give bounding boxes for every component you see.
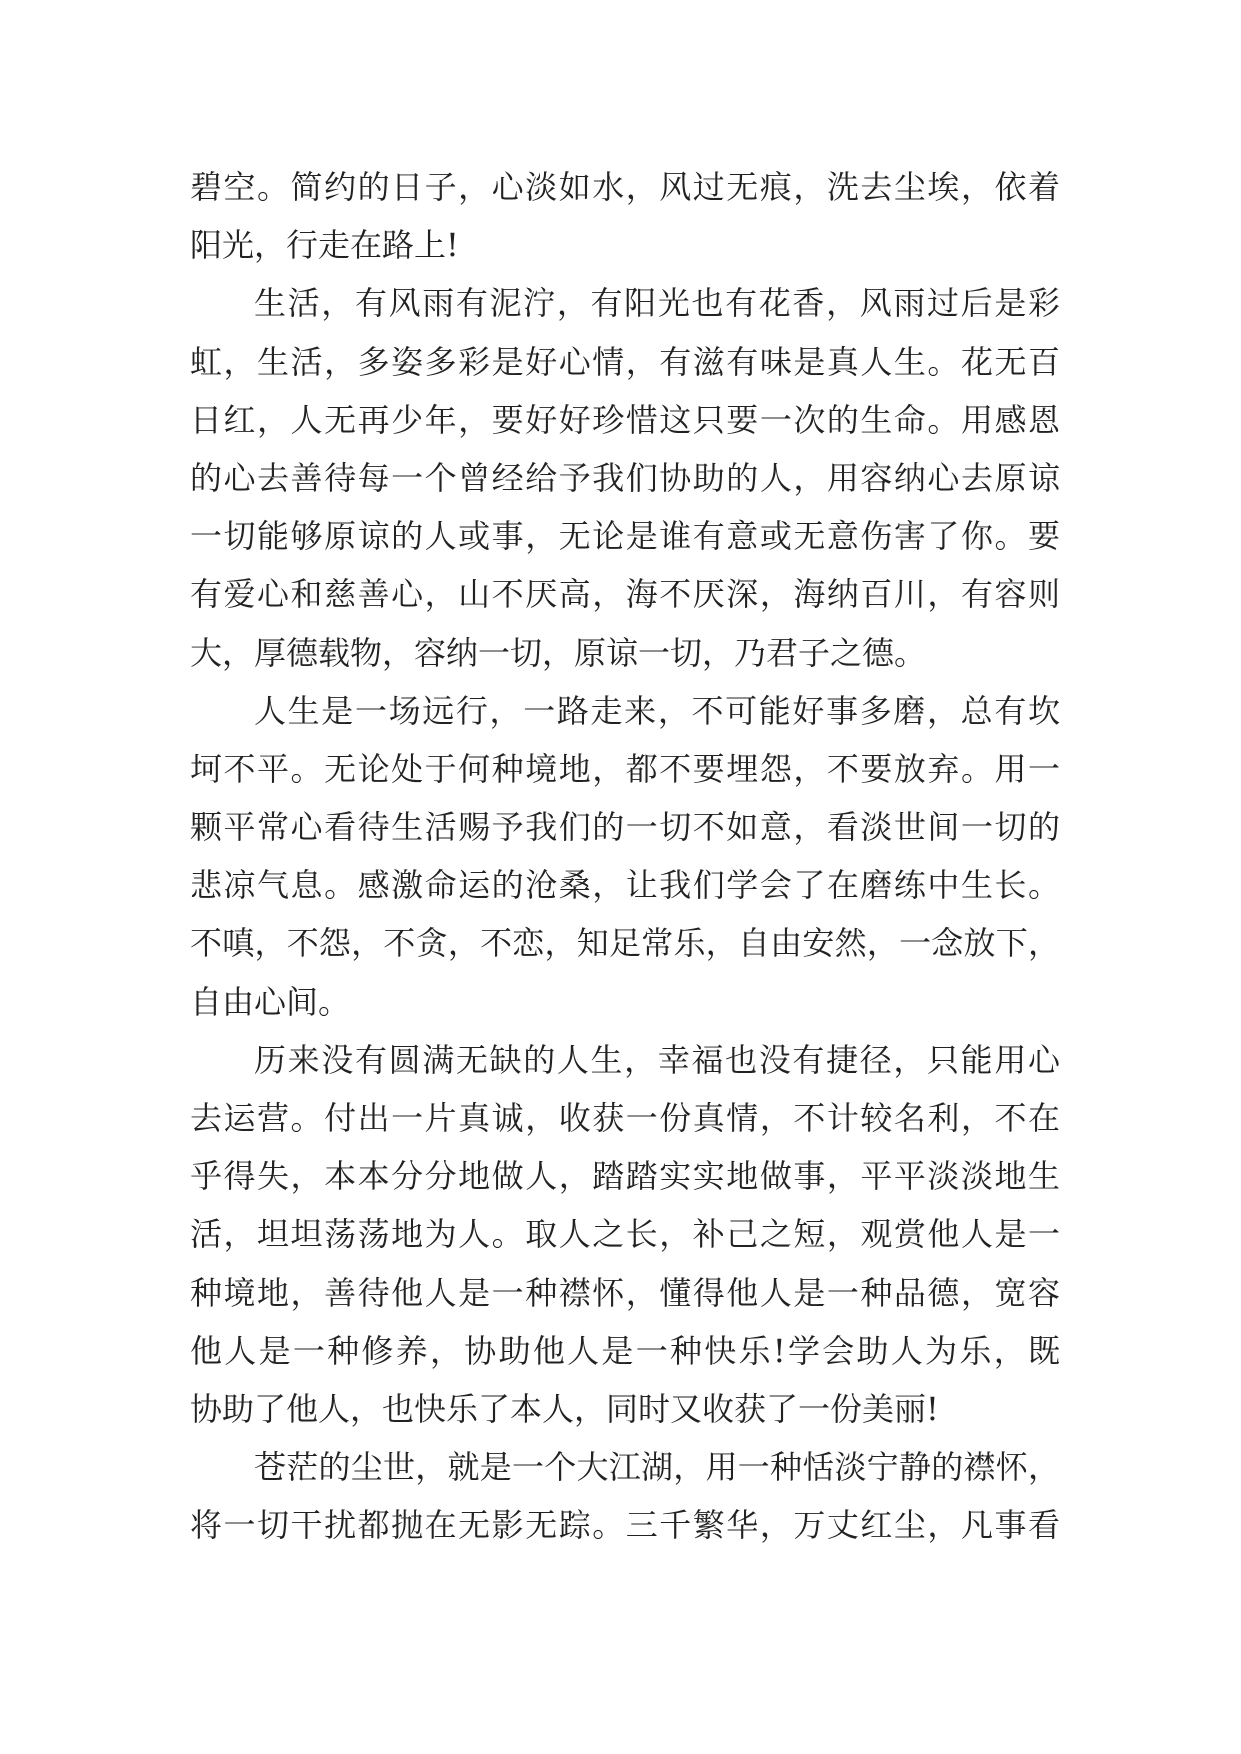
text-line: 阳光，行走在路上! [190,226,459,265]
text-line: 大，厚德载物，容纳一切，原谅一切，乃君子之德。 [190,633,927,672]
text-line: 协助了他人，也快乐了本人，同时又收获了一份美丽! [190,1389,939,1428]
paragraph [190,1031,1060,1438]
text-line: 一切能够原谅的人或事，无论是谁有意或无意伤害了你。要 [190,517,1060,556]
text-line: 他人是一种修养，协助他人是一种快乐!学会助人为乐，既 [190,1331,1060,1370]
text-line: 生活，有风雨有泥泞，有阳光也有花香，风雨过后是彩 [254,284,1060,323]
text-line: 苍茫的尘世，就是一个大江湖，用一种恬淡宁静的襟怀， [254,1448,1060,1487]
text-line: 人生是一场远行，一路走来，不可能好事多磨，总有坎 [254,691,1060,730]
text-line: 坷不平。无论处于何种境地，都不要埋怨，不要放弃。用一 [190,749,1060,788]
text-line: 碧空。简约的日子，心淡如水，风过无痕，洗去尘埃，依着 [190,168,1060,206]
text-line: 不嗔，不怨，不贪，不恋，知足常乐，自由安然，一念放下， [190,924,1060,963]
text-line: 活，坦坦荡荡地为人。取人之长，补己之短，观赏他人是一 [190,1215,1060,1254]
text-line: 日红，人无再少年，要好好珍惜这只要一次的生命。用感恩 [190,400,1060,439]
paragraph [190,274,1060,681]
text-line: 虹，生活，多姿多彩是好心情，有滋有味是真人生。花无百 [190,342,1060,381]
paragraph [190,158,1060,274]
body-text [190,158,1060,1555]
text-line: 去运营。付出一片真诚，收获一份真情，不计较名利，不在 [190,1099,1060,1137]
text-line: 的心去善待每一个曾经给予我们协助的人，用容纳心去原谅 [190,458,1060,497]
text-line: 将一切干扰都抛在无影无踪。三千繁华，万丈红尘，凡事看 [190,1506,1060,1545]
text-line: 颗平常心看待生活赐予我们的一切不如意，看淡世间一切的 [190,808,1060,847]
paragraph [190,682,1060,1031]
text-line: 自由心间。 [190,982,351,1021]
paragraph [190,1438,1060,1554]
text-line: 有爱心和慈善心，山不厌高，海不厌深，海纳百川，有容则 [190,575,1060,614]
text-line: 历来没有圆满无缺的人生，幸福也没有捷径，只能用心 [254,1040,1060,1079]
text-line: 悲凉气息。感激命运的沧桑，让我们学会了在磨练中生长。 [190,866,1060,905]
text-line: 种境地，善待他人是一种襟怀，懂得他人是一种品德，宽容 [190,1273,1060,1312]
text-line: 乎得失，本本分分地做人，踏踏实实地做事，平平淡淡地生 [190,1157,1060,1196]
